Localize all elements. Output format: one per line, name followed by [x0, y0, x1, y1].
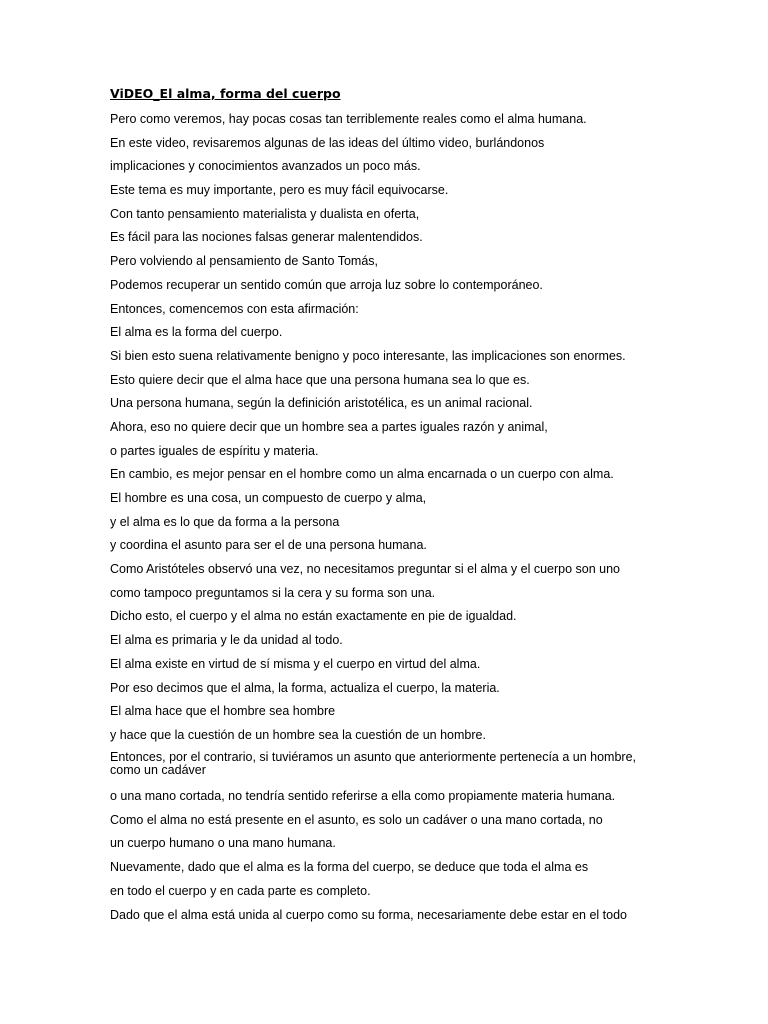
- text-line: El alma hace que el hombre sea hombre: [110, 704, 336, 719]
- text-line: En cambio, es mejor pensar en el hombre como un alma encarnada o un cuerpo con alma.: [110, 467, 614, 482]
- text-line: y el alma es lo que da forma a la persona: [110, 514, 340, 529]
- text-line: implicaciones y conocimientos avanzados un poco más.: [110, 159, 421, 174]
- text-line: El alma es la forma del cuerpo.: [110, 325, 283, 340]
- text-line: Si bien esto suena relativamente benigno y poco interesante, las implicaciones son enormes.: [110, 348, 626, 363]
- text-line: y hace que la cuestión de un hombre sea la cuestión de un hombre.: [110, 727, 486, 742]
- text-line: Dicho esto, el cuerpo y el alma no están exactamente en pie de igualdad.: [110, 609, 517, 624]
- text-line: Como Aristóteles observó una vez, no necesitamos preguntar si el alma y el cuerpo son uno: [110, 562, 620, 577]
- text-line: Entonces, comencemos con esta afirmación:: [110, 301, 359, 316]
- text-line: como tampoco preguntamos si la cera y su forma son una.: [110, 585, 436, 600]
- text-line: Entonces, por el contrario, si tuviéramos un asunto que anteriormente pertenecía a un hombre, como un cadáver: [110, 749, 636, 778]
- text-line: Como el alma no está presente en el asunto, es solo un cadáver o una mano cortada, no: [110, 812, 603, 827]
- text-line: Esto quiere decir que el alma hace que una persona humana sea lo que es.: [110, 372, 530, 387]
- text-line: El alma existe en virtud de sí misma y el cuerpo en virtud del alma.: [110, 656, 481, 671]
- text-line: Dado que el alma está unida al cuerpo como su forma, necesariamente debe estar en el todo: [110, 907, 627, 922]
- document-title: ViDEO_El alma, forma del cuerpo: [110, 86, 341, 101]
- text-line: un cuerpo humano o una mano humana.: [110, 836, 336, 851]
- document-body: [110, 111, 670, 930]
- text-line: Por eso decimos que el alma, la forma, actualiza el cuerpo, la materia.: [110, 680, 500, 695]
- text-line: El hombre es una cosa, un compuesto de cuerpo y alma,: [110, 491, 427, 505]
- text-line: Es fácil para las nociones falsas generar malentendidos.: [110, 230, 423, 245]
- text-line: Una persona humana, según la definición aristotélica, es un animal racional.: [110, 396, 533, 411]
- text-line: En este video, revisaremos algunas de las ideas del último video, burlándonos: [110, 135, 545, 150]
- text-line: Este tema es muy importante, pero es muy fácil equivocarse.: [110, 183, 449, 198]
- text-line: y coordina el asunto para ser el de una persona humana.: [110, 538, 427, 553]
- text-line: El alma es primaria y le da unidad al todo.: [110, 633, 343, 648]
- text-line: o una mano cortada, no tendría sentido referirse a ella como propiamente materia humana.: [110, 789, 616, 804]
- text-line: Podemos recuperar un sentido común que arroja luz sobre lo contemporáneo.: [110, 277, 543, 292]
- text-line: Pero volviendo al pensamiento de Santo Tomás,: [110, 254, 378, 269]
- text-line: en todo el cuerpo y en cada parte es completo.: [110, 883, 371, 898]
- text-line: Ahora, eso no quiere decir que un hombre sea a partes iguales razón y animal,: [110, 419, 548, 434]
- text-line: o partes iguales de espíritu y materia.: [110, 443, 319, 458]
- text-line: Con tanto pensamiento materialista y dualista en oferta,: [110, 206, 420, 221]
- text-line: Nuevamente, dado que el alma es la forma del cuerpo, se deduce que toda el alma es: [110, 860, 589, 875]
- text-line: Pero como veremos, hay pocas cosas tan terriblemente reales como el alma humana.: [110, 112, 587, 126]
